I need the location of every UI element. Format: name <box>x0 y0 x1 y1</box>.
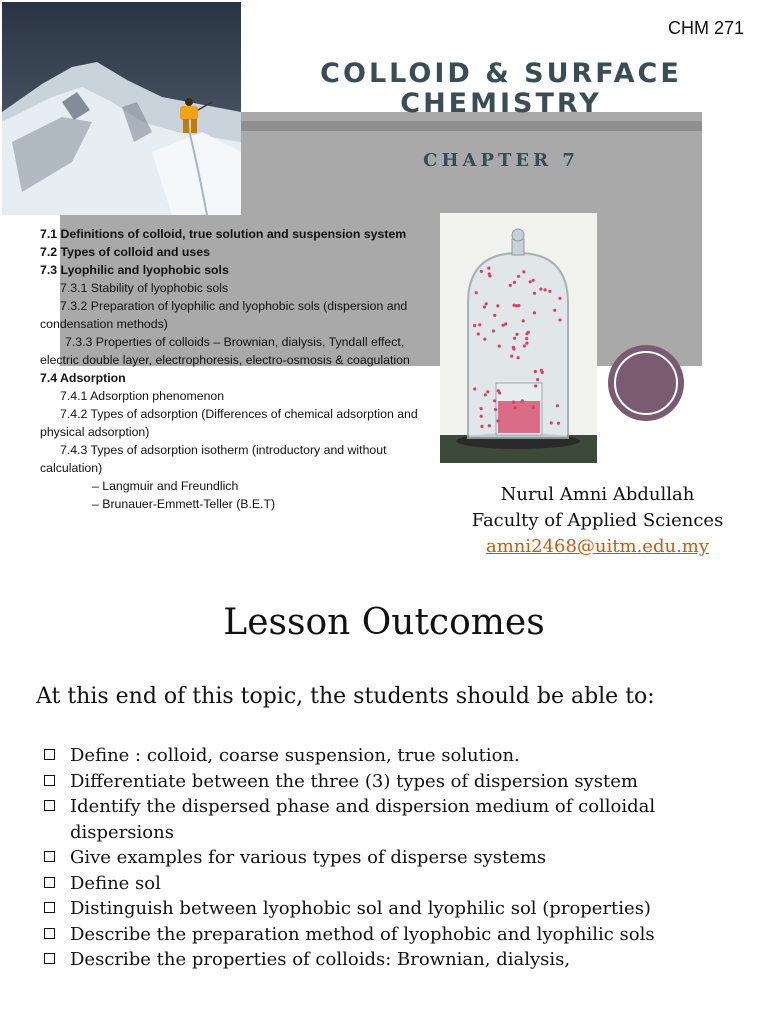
particle-dot <box>522 270 525 273</box>
toc-item: 7.3.3 Properties of colloids – Brownian, dialysis, Tyndall effect, electric double layer, electrophoresis, electro-osmosis & coagulation <box>40 335 410 367</box>
particle-dot <box>517 275 520 278</box>
particle-dot <box>534 370 537 373</box>
toc-item: 7.3.1 Stability of lyophobic sols <box>60 281 229 295</box>
lesson-intro-text: At this end of this topic, the students should be able to: <box>36 684 655 709</box>
particle-dot <box>533 311 536 314</box>
particle-dot <box>477 332 480 335</box>
decorative-circle <box>607 344 685 422</box>
particle-dot <box>550 421 553 424</box>
lesson-outcomes-slide <box>0 578 768 1024</box>
outcome-text: Define sol <box>70 872 161 894</box>
toc-item: 7.3 Lyophilic and lyophobic sols <box>40 263 229 277</box>
toc-item: 7.3.2 Preparation of lyophilic and lyophobic sols (dispersion and condensation methods) <box>40 299 408 331</box>
particle-dot <box>493 314 496 317</box>
outcome-item <box>44 896 744 922</box>
particle-dot <box>515 333 518 336</box>
particle-dot <box>557 422 560 425</box>
bell-jar-photo <box>440 213 597 463</box>
outcome-text: Identify the dispersed phase and dispersion medium of colloidal dispersions <box>70 796 656 843</box>
particle-dot <box>525 337 528 340</box>
particle-dot <box>513 337 516 340</box>
course-code: CHM 271 <box>667 18 744 38</box>
particle-dot <box>513 281 516 284</box>
checkbox-bullet-icon <box>44 800 55 811</box>
slide-title-line-1: COLLOID & SURFACE <box>320 58 682 89</box>
checkbox-bullet-icon <box>44 775 55 786</box>
outcome-item <box>44 922 744 948</box>
outcome-item <box>44 769 744 795</box>
particle-dot <box>540 369 543 372</box>
particle-dot <box>539 288 542 291</box>
toc-item: 7.2 Types of colloid and uses <box>40 245 210 259</box>
particle-dot <box>509 284 512 287</box>
author-email-link[interactable]: amni2468@uitm.edu.my <box>485 536 710 557</box>
particle-dot <box>488 272 491 275</box>
particle-dot <box>488 424 491 427</box>
particle-dot <box>510 355 513 358</box>
toc-item: – Brunauer-Emmett-Teller (B.E.T) <box>92 497 276 511</box>
particle-dot <box>544 288 547 291</box>
checkbox-bullet-icon <box>44 877 55 888</box>
particle-dot <box>558 318 561 321</box>
lesson-outcomes-title: Lesson Outcomes <box>223 602 545 643</box>
mountain-climber-photo <box>2 2 241 215</box>
particle-dot <box>532 279 535 282</box>
particle-dot <box>556 404 559 407</box>
particle-dot <box>532 406 535 409</box>
particle-dot <box>480 425 483 428</box>
outcome-item <box>44 947 744 973</box>
slide-title-line-2: CHEMISTRY <box>400 88 602 119</box>
particle-dot <box>536 378 539 381</box>
toc-item: 7.1 Definitions of colloid, true solution and suspension system <box>40 227 407 241</box>
particle-dot <box>487 267 490 270</box>
particle-dot <box>497 389 500 392</box>
particle-dot <box>527 331 530 334</box>
particle-dot <box>493 399 496 402</box>
particle-dot <box>484 393 487 396</box>
outcome-item <box>44 794 744 845</box>
particle-dot <box>473 387 476 390</box>
outcome-text: Describe the preparation method of lyophobic and lyophilic sols <box>70 923 655 945</box>
checkbox-bullet-icon <box>44 953 55 964</box>
outcome-text: Give examples for various types of disperse systems <box>70 847 547 868</box>
particle-dot <box>515 304 518 307</box>
grey-accent-stripe <box>240 121 702 131</box>
toc-item: 7.4.3 Types of adsorption isotherm (introductory and without calculation) <box>40 443 387 475</box>
outcome-text: Describe the properties of colloids: Brownian, dialysis, <box>70 949 571 970</box>
outcome-text: Define : colloid, coarse suspension, true solution. <box>70 745 520 766</box>
particle-dot <box>494 408 497 411</box>
particle-dot <box>480 415 483 418</box>
particle-dot <box>480 270 483 273</box>
particle-dot <box>512 346 515 349</box>
particle-dot <box>553 309 556 312</box>
outcome-text: Differentiate between the three (3) types of dispersion system <box>70 770 638 792</box>
particle-dot <box>529 280 532 283</box>
outcomes-list <box>44 743 744 973</box>
author-block <box>440 482 755 560</box>
particle-dot <box>478 323 481 326</box>
outcome-item <box>44 845 744 871</box>
particle-dot <box>483 305 486 308</box>
particle-dot <box>492 329 495 332</box>
particle-dot <box>522 319 525 322</box>
toc-item: 7.4.2 Types of adsorption (Differences of chemical adsorption and physical adsorption) <box>40 407 418 439</box>
particle-dot <box>486 390 489 393</box>
toc-item: 7.4 Adsorption <box>40 371 126 385</box>
outcome-text: Distinguish between lyophobic sol and lyophilic sol (properties) <box>70 898 651 919</box>
particle-dot <box>523 344 526 347</box>
particle-dot <box>498 345 501 348</box>
author-name: Nurul Amni Abdullah <box>500 484 695 505</box>
particle-dot <box>496 419 499 422</box>
particle-dot <box>548 290 551 293</box>
outcome-item <box>44 871 744 897</box>
author-faculty: Faculty of Applied Sciences <box>471 510 724 531</box>
checkbox-bullet-icon <box>44 928 55 939</box>
outcome-item <box>44 743 744 769</box>
particle-dot <box>525 342 528 345</box>
particle-dot <box>473 324 476 327</box>
particle-dot <box>480 407 483 410</box>
chapter-label: CHAPTER 7 <box>423 150 579 171</box>
particle-dot <box>475 291 478 294</box>
checkbox-bullet-icon <box>44 749 55 760</box>
particle-dot <box>483 338 486 341</box>
particle-dot <box>512 401 515 404</box>
checkbox-bullet-icon <box>44 902 55 913</box>
particle-dot <box>485 302 488 305</box>
particle-dot <box>496 304 499 307</box>
toc-item: – Langmuir and Freundlich <box>92 479 239 493</box>
particle-dot <box>514 406 517 409</box>
particle-dot <box>534 384 537 387</box>
table-of-contents <box>40 225 435 513</box>
toc-item: 7.4.1 Adsorption phenomenon <box>60 389 225 403</box>
particle-dot <box>533 292 536 295</box>
particle-dot <box>521 399 524 402</box>
particle-dot <box>558 297 561 300</box>
particle-dot <box>502 324 505 327</box>
checkbox-bullet-icon <box>44 851 55 862</box>
particle-dot <box>517 356 520 359</box>
